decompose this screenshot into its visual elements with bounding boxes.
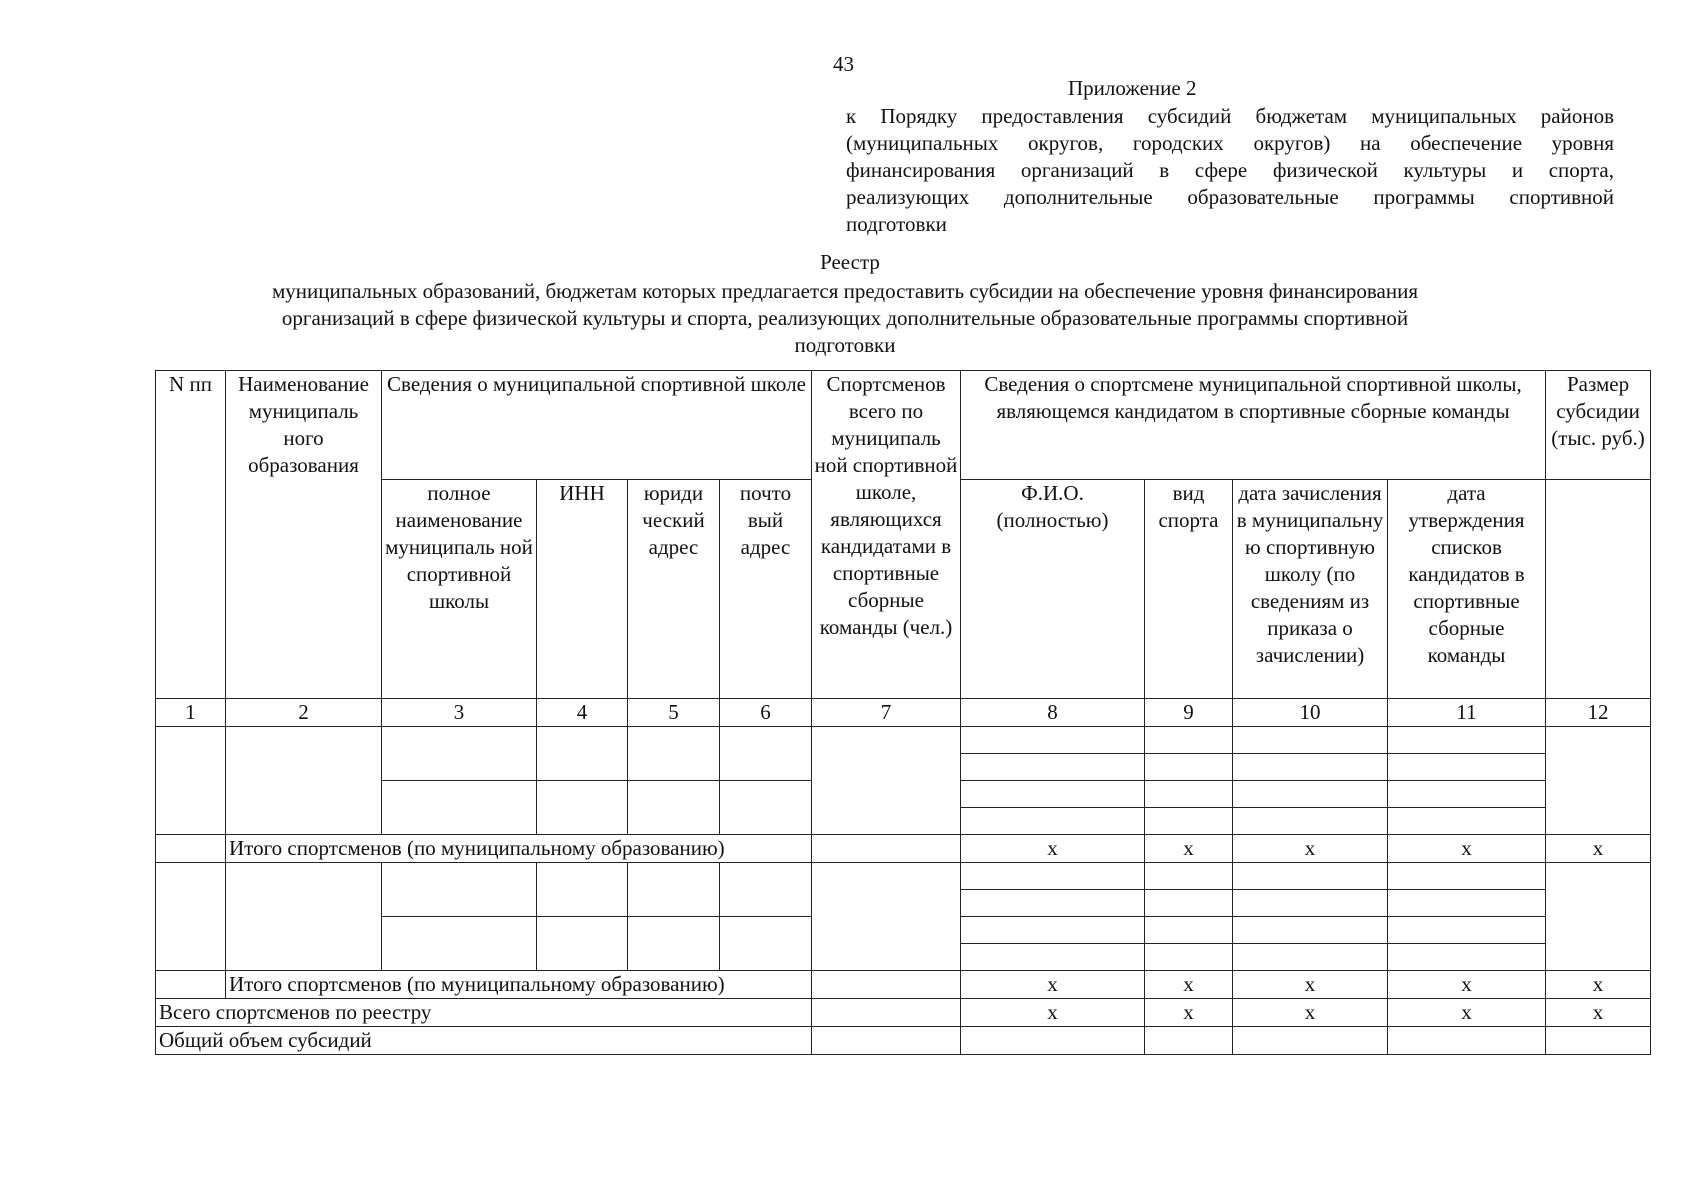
cell-empty <box>961 781 1145 808</box>
registry-total-label: Всего спортсменов по реестру <box>156 999 812 1027</box>
cell-empty <box>720 727 812 781</box>
registry-subtitle-line: организаций в сфере физической культуры и спорта, реализующих дополнительные образовательные программы спортивной <box>281 306 1409 330</box>
cell-empty <box>1546 1027 1651 1055</box>
cell-empty <box>1388 917 1546 944</box>
x-mark: х <box>1145 835 1233 863</box>
cell-empty <box>537 917 628 971</box>
subtotal-label: Итого спортсменов (по муниципальному образованию) <box>226 835 812 863</box>
column-number: 5 <box>628 699 720 727</box>
subtotal-label: Итого спортсменов (по муниципальному образованию) <box>226 971 812 999</box>
x-mark: х <box>1388 999 1546 1027</box>
cell-empty <box>1546 727 1651 835</box>
cell-empty <box>1145 863 1233 890</box>
cell-empty <box>1233 1027 1388 1055</box>
cell-empty <box>961 863 1145 890</box>
x-mark: х <box>1233 999 1388 1027</box>
cell-empty <box>1388 808 1546 835</box>
cell-empty <box>1145 944 1233 971</box>
x-mark: х <box>1546 971 1651 999</box>
x-mark: х <box>1233 971 1388 999</box>
subsidy-total-row <box>156 1027 1651 1055</box>
cell-empty <box>720 863 812 917</box>
x-mark: х <box>1388 971 1546 999</box>
order-line: к Порядку предоставления субсидий бюджетам муниципальных районов <box>846 104 1614 128</box>
column-number: 9 <box>1145 699 1233 727</box>
order-reference <box>846 103 1614 238</box>
appendix-label: Приложение 2 <box>1068 76 1197 100</box>
column-number: 3 <box>382 699 537 727</box>
x-mark: х <box>1546 999 1651 1027</box>
cell-empty <box>1145 917 1233 944</box>
cell-empty <box>537 781 628 835</box>
cell-empty <box>156 835 226 863</box>
cell-empty <box>1546 863 1651 971</box>
registry-subtitle-line: муниципальных образований, бюджетам которых предлагается предоставить субсидии на обеспечение уровня финансирования <box>272 279 1418 303</box>
cell-empty <box>1145 890 1233 917</box>
registry-total-row <box>156 999 1651 1027</box>
cell-empty <box>1233 781 1388 808</box>
column-number: 8 <box>961 699 1145 727</box>
cell-empty <box>382 917 537 971</box>
cell-empty <box>1233 917 1388 944</box>
cell-empty <box>1233 890 1388 917</box>
registry-table <box>155 370 1651 1055</box>
header-inn: ИНН <box>537 480 628 699</box>
table-row <box>156 863 1651 890</box>
x-mark: х <box>1145 999 1233 1027</box>
header-approval-date: дата утверждения списков кандидатов в спортивные сборные команды <box>1388 480 1546 699</box>
cell-empty <box>1233 944 1388 971</box>
x-mark: х <box>961 999 1145 1027</box>
cell-empty <box>382 727 537 781</box>
cell-empty <box>382 781 537 835</box>
header-athlete-info: Сведения о спортсмене муниципальной спортивной школы, являющемся кандидатом в спортивные сборные команды <box>961 371 1546 480</box>
x-mark: х <box>961 971 1145 999</box>
cell-empty <box>628 727 720 781</box>
cell-empty <box>812 971 961 999</box>
cell-empty <box>156 727 226 835</box>
registry-subtitle <box>160 278 1530 359</box>
cell-empty <box>1145 781 1233 808</box>
cell-empty <box>628 917 720 971</box>
registry-subtitle-line: подготовки <box>794 333 896 357</box>
cell-empty <box>961 944 1145 971</box>
column-number-row <box>156 699 1651 727</box>
header-enrollment-date: дата зачисления в муниципальну ю спортивную школу (по сведениям из приказа о зачислении) <box>1233 480 1388 699</box>
cell-empty <box>720 917 812 971</box>
order-line: реализующих дополнительные образовательные программы спортивной <box>846 185 1614 209</box>
column-number: 11 <box>1388 699 1546 727</box>
cell-empty <box>961 890 1145 917</box>
cell-empty <box>537 863 628 917</box>
cell-empty <box>382 863 537 917</box>
cell-empty <box>156 863 226 971</box>
cell-empty <box>226 727 382 835</box>
cell-empty <box>1388 1027 1546 1055</box>
cell-empty <box>628 863 720 917</box>
cell-empty <box>812 999 961 1027</box>
header-postal-address: почто вый адрес <box>720 480 812 699</box>
cell-empty <box>1388 727 1546 754</box>
header-school-full-name: полное наименование муниципаль ной спортивной школы <box>382 480 537 699</box>
header-n: N пп <box>156 371 226 699</box>
order-line: подготовки <box>846 212 947 236</box>
subtotal-row <box>156 971 1651 999</box>
cell-empty <box>226 863 382 971</box>
subtotal-row <box>156 835 1651 863</box>
x-mark: х <box>1145 971 1233 999</box>
x-mark: х <box>1546 835 1651 863</box>
cell-empty <box>1145 1027 1233 1055</box>
column-number: 1 <box>156 699 226 727</box>
header-athletes-total: Спортсменов всего по муниципаль ной спортивной школе, являющихся кандидатами в спортивные сборные команды (чел.) <box>812 371 961 699</box>
column-number: 12 <box>1546 699 1651 727</box>
header-municipality: Наименование муниципаль ного образования <box>226 371 382 699</box>
cell-empty <box>1233 727 1388 754</box>
column-number: 7 <box>812 699 961 727</box>
cell-empty <box>812 835 961 863</box>
header-subsidy-empty <box>1546 480 1651 699</box>
header-legal-address: юриди ческий адрес <box>628 480 720 699</box>
order-line: (муниципальных округов, городских округов) на обеспечение уровня <box>846 131 1614 155</box>
cell-empty <box>1388 944 1546 971</box>
cell-empty <box>812 1027 961 1055</box>
subsidy-total-label: Общий объем субсидий <box>156 1027 812 1055</box>
cell-empty <box>961 1027 1145 1055</box>
header-subsidy: Размер субсидии (тыс. руб.) <box>1546 371 1651 480</box>
cell-empty <box>1145 727 1233 754</box>
cell-empty <box>961 727 1145 754</box>
cell-empty <box>812 863 961 971</box>
cell-empty <box>961 808 1145 835</box>
column-number: 2 <box>226 699 382 727</box>
page-number: 43 <box>833 52 854 76</box>
cell-empty <box>1145 754 1233 781</box>
cell-empty <box>812 727 961 835</box>
column-number: 4 <box>537 699 628 727</box>
cell-empty <box>961 754 1145 781</box>
cell-empty <box>156 971 226 999</box>
cell-empty <box>1233 754 1388 781</box>
cell-empty <box>1233 863 1388 890</box>
column-number: 10 <box>1233 699 1388 727</box>
order-line: финансирования организаций в сфере физической культуры и спорта, <box>846 158 1614 182</box>
cell-empty <box>537 727 628 781</box>
cell-empty <box>1388 890 1546 917</box>
column-number: 6 <box>720 699 812 727</box>
registry-title: Реестр <box>820 250 880 274</box>
cell-empty <box>1388 754 1546 781</box>
cell-empty <box>1145 808 1233 835</box>
header-sport: вид спорта <box>1145 480 1233 699</box>
header-school-info: Сведения о муниципальной спортивной школе <box>382 371 812 480</box>
x-mark: х <box>1233 835 1388 863</box>
x-mark: х <box>1388 835 1546 863</box>
cell-empty <box>1233 808 1388 835</box>
x-mark: х <box>961 835 1145 863</box>
cell-empty <box>1388 863 1546 890</box>
table-row <box>156 727 1651 754</box>
cell-empty <box>1388 781 1546 808</box>
header-fio: Ф.И.О. (полностью) <box>961 480 1145 699</box>
cell-empty <box>961 917 1145 944</box>
cell-empty <box>720 781 812 835</box>
cell-empty <box>628 781 720 835</box>
